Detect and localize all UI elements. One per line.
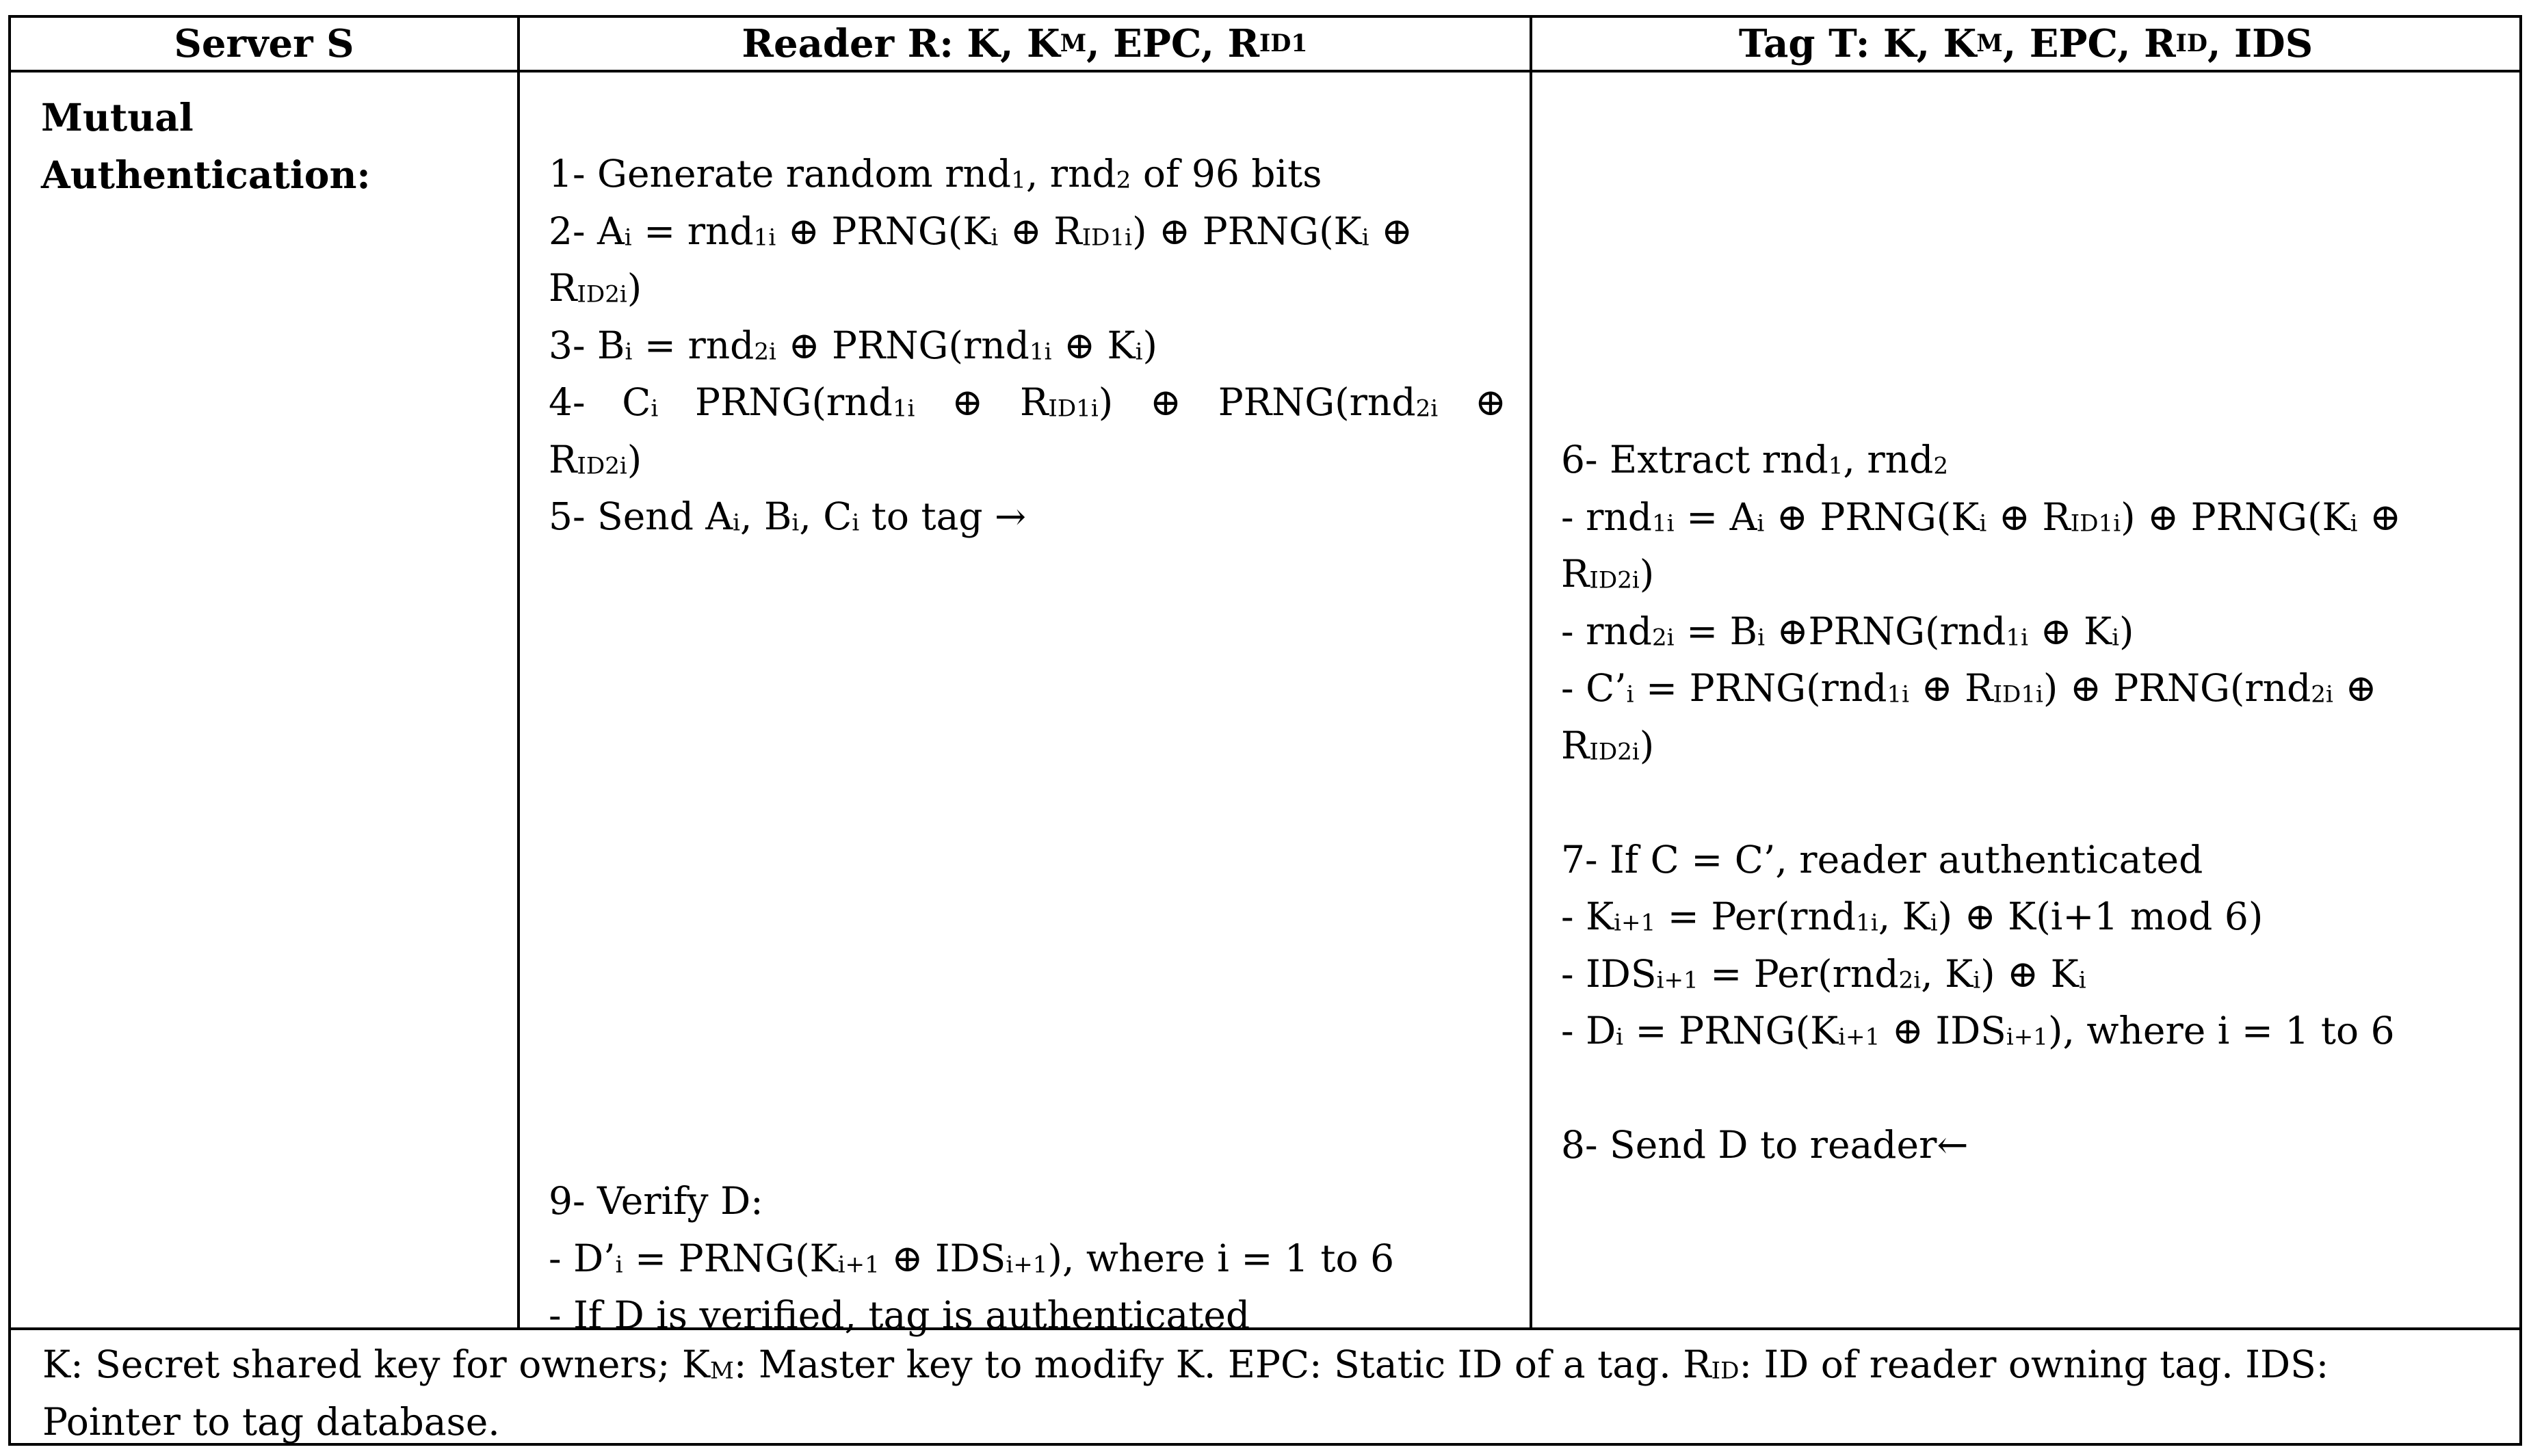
server-column [41,89,371,203]
reader-verify-title: 9- Verify D: [549,1179,763,1223]
divider-server-reader [517,18,520,1327]
tag-rnd2-formula: - rnd2i = Bi ⊕PRNG(rnd1i ⊕ Ki) [1561,609,2134,653]
header-reader-prefix: Reader R: K, K [742,21,1060,66]
tag-rnd1-formula: - rnd1i = Ai ⊕ PRNG(Ki ⊕ RID1i) ⊕ PRNG(Ki ⊕ [1561,494,2402,539]
reader-column [549,146,1506,546]
header-row [11,18,2519,72]
footnote-line-2: Pointer to tag database. [42,1400,500,1444]
tag-spacer-1 [1561,774,2401,832]
header-tag-prefix: Tag T: K, K [1738,21,1977,66]
header-reader-mid: , EPC, R [1086,21,1260,66]
header-tag-suffix: , IDS [2207,21,2313,66]
tag-step-7-title: 7- If C = C’, reader authenticated [1561,837,2203,882]
tag-k-update: - Ki+1 = Per(rnd1i, Ki) ⊕ K(i+1 mod 6) [1561,895,2264,938]
reader-verified-line: - If D is verified, tag is authenticated [549,1293,1250,1337]
tag-spacer-2 [1561,1060,2401,1117]
server-authentication-label: Authentication: [41,152,371,197]
tag-c-prime-formula-cont: RID2i) [1561,723,1655,767]
header-reader: Reader R: K, K M , EPC, R ID1 [742,21,1308,66]
tag-c-prime-formula: - C’i = PRNG(rnd1i ⊕ RID1i) ⊕ PRNG(rnd2i ⊕ [1561,666,2377,710]
tag-ids-update: - IDSi+1 = Per(rnd2i, Ki) ⊕ Ki [1561,951,2086,996]
reader-step-2: 2- Ai = rnd1i ⊕ PRNG(Ki ⊕ RID1i) ⊕ PRNG(Ki ⊕ [549,209,1413,253]
reader-verify-formula: - D’i = PRNG(Ki+1 ⊕ IDSi+1), where i = 1 to 6 [549,1236,1395,1280]
server-mutual-label: Mutual [41,95,194,140]
divider-reader-tag [1530,18,1532,1327]
header-tag-mid: , EPC, R [2002,21,2176,66]
footnote-line-1: K: Secret shared key for owners; KM: Master key to modify K. EPC: Static ID of a tag. RID: ID of reader owning tag. IDS: [42,1342,2329,1386]
reader-step-5: 5- Send Ai, Bi, Ci to tag → [549,494,1027,538]
footnote-row [11,1327,2519,1446]
tag-step-8: 8- Send D to reader← [1561,1123,1969,1167]
header-server [11,18,517,70]
reader-step-3: 3- Bi = rnd2i ⊕ PRNG(rnd1i ⊕ Ki) [549,323,1157,367]
reader-step-1: 1- Generate random rnd1, rnd2 of 96 bits [549,152,1322,196]
tag-rnd1-formula-cont: RID2i) [1561,552,1655,596]
reader-step-2-cont: RID2i) [549,266,642,310]
protocol-table [8,15,2522,1446]
tag-step-6 [1561,432,2401,1174]
tag-d-formula: - Di = PRNG(Ki+1 ⊕ IDSi+1), where i = 1 to 6 [1561,1009,2395,1053]
header-tag: Tag T: K, K M , EPC, R ID , IDS [1738,21,2313,66]
reader-step-4: 4- Ci PRNG(rnd1i ⊕ RID1i) ⊕ PRNG(rnd2i ⊕ [549,380,1506,424]
reader-step-9 [549,1173,1394,1345]
header-server-text: Server S [174,21,354,66]
tag-extract-title: 6- Extract rnd1, rnd2 [1561,438,1948,481]
reader-step-4-cont: RID2i) [549,437,642,481]
